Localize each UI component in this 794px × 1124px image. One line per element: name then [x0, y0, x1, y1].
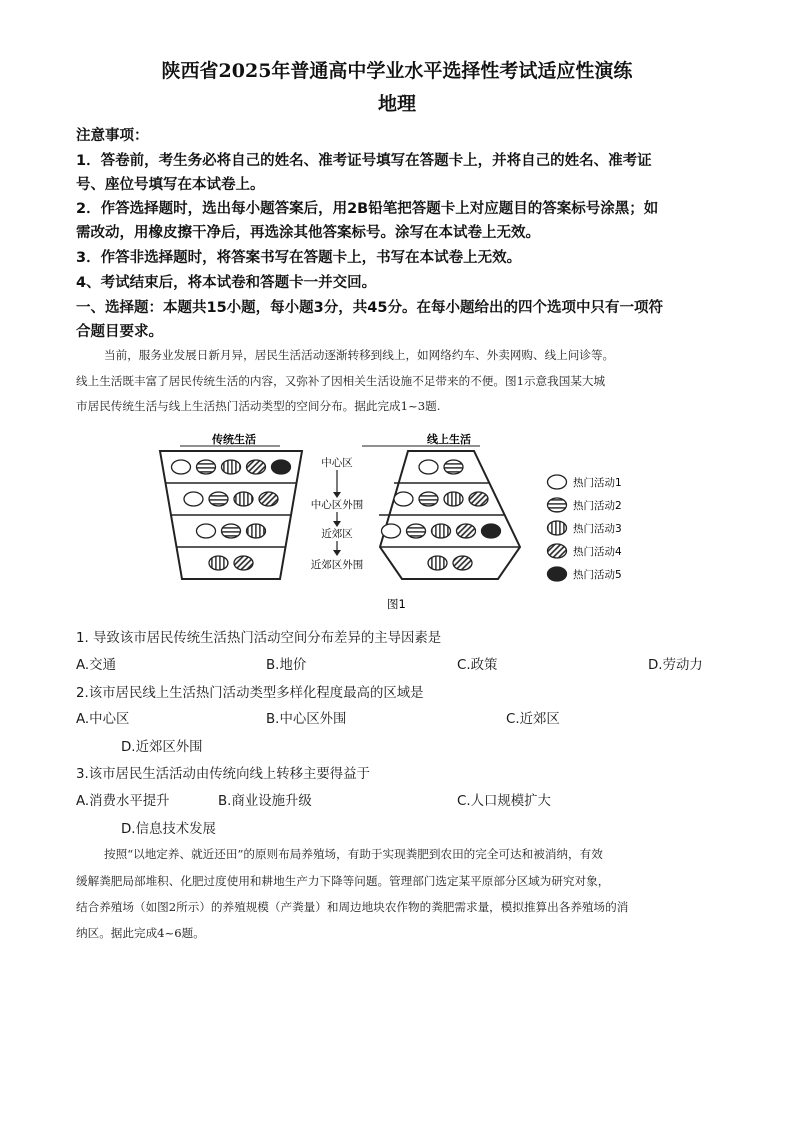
option-d: D.劳动力 — [648, 658, 703, 673]
left-title: 传统生活 — [212, 433, 256, 446]
traditional-activity-3 — [209, 556, 228, 570]
online-activity-2 — [444, 460, 463, 474]
legend-swatch — [548, 521, 567, 535]
online-activity-1 — [382, 524, 401, 538]
online-activity-2 — [419, 492, 438, 506]
zone-label: 近郊区外围 — [310, 559, 364, 571]
legend-label: 热门活动4 — [573, 546, 622, 558]
online-activity-5 — [482, 524, 501, 538]
traditional-activity-4 — [247, 460, 266, 474]
figure-1 — [150, 426, 710, 616]
zone-label: 近郊区 — [321, 528, 353, 540]
online-activity-3 — [428, 556, 447, 570]
notice-line: 需改动，用橡皮擦干净后，再选涂其他答案标号。涂写在本试卷上无效。 — [76, 225, 540, 241]
option-a: A.消费水平提升 — [76, 794, 170, 809]
legend-swatch — [548, 567, 567, 581]
online-activity-1 — [419, 460, 438, 474]
question-stem: 2.该市居民线上生活热门活动类型多样化程度最高的区域是 — [76, 686, 424, 701]
question-stem: 1. 导致该市居民传统生活热门活动空间分布差异的主导因素是 — [76, 631, 442, 646]
online-activity-4 — [457, 524, 476, 538]
figure-caption: 图1 — [387, 597, 406, 611]
traditional-activity-3 — [247, 524, 266, 538]
section-heading: 合题目要求。 — [76, 324, 163, 340]
traditional-life-diagram — [160, 432, 302, 579]
passage-line: 按照“以地定养、就近还田”的原则布局养殖场，有助于实现粪肥到农田的完全可达和被消纳，有效 — [104, 847, 603, 861]
passage-line: 当前，服务业发展日新月异，居民生活活动逐渐转移到线上，如网络约车、外卖网购、线上问诊等。 — [104, 348, 615, 362]
option-b: B.商业设施升级 — [218, 794, 312, 809]
legend — [548, 475, 622, 581]
zone-arrows — [311, 456, 364, 571]
subject-title: 地理 — [377, 93, 416, 115]
traditional-activity-2 — [222, 524, 241, 538]
option-d: D.信息技术发展 — [121, 822, 216, 837]
traditional-activity-4 — [259, 492, 278, 506]
exam-title: 陕西省2025年普通高中学业水平选择性考试适应性演练 — [161, 60, 633, 82]
option-c: C.近郊区 — [506, 712, 560, 727]
traditional-activity-1 — [197, 524, 216, 538]
legend-label: 热门活动5 — [573, 569, 622, 581]
online-activity-2 — [407, 524, 426, 538]
right-title: 线上生活 — [427, 433, 471, 446]
passage-line: 市居民传统生活与线上生活热门活动类型的空间分布。据此完成1~3题. — [76, 399, 441, 413]
traditional-activity-3 — [222, 460, 241, 474]
online-activity-1 — [394, 492, 413, 506]
passage-line: 缓解粪肥局部堆积、化肥过度使用和耕地生产力下降等问题。管理部门选定某平原部分区域为研究对象， — [76, 874, 610, 888]
passage-line: 结合养殖场（如图2所示）的养殖规模（产粪量）和周边地块农作物的粪肥需求量，模拟推算出各养殖场的消 — [76, 900, 629, 914]
legend-swatch — [548, 475, 567, 489]
online-activity-4 — [469, 492, 488, 506]
zone-label: 中心区 — [321, 457, 353, 469]
traditional-activity-3 — [234, 492, 253, 506]
traditional-activity-5 — [272, 460, 291, 474]
traditional-activity-4 — [234, 556, 253, 570]
notice-line: 4、考试结束后，将本试卷和答题卡一并交回。 — [76, 275, 377, 291]
question-stem: 3.该市居民生活活动由传统向线上转移主要得益于 — [76, 767, 370, 782]
passage-line: 纳区。据此完成4~6题。 — [76, 926, 205, 940]
legend-swatch — [548, 544, 567, 558]
online-activity-3 — [444, 492, 463, 506]
zone-label: 中心区外围 — [310, 499, 364, 511]
notice-line: 号、座位号填写在本试卷上。 — [76, 177, 265, 193]
online-life-diagram — [362, 432, 520, 579]
option-a: A.交通 — [76, 658, 116, 673]
option-b: B.地价 — [266, 658, 307, 673]
traditional-activity-1 — [172, 460, 191, 474]
option-a: A.中心区 — [76, 712, 130, 727]
section-heading: 一、选择题：本题共15小题，每小题3分，共45分。在每小题给出的四个选项中只有一项符 — [76, 300, 663, 316]
online-activity-4 — [453, 556, 472, 570]
traditional-activity-2 — [197, 460, 216, 474]
option-c: C.人口规模扩大 — [457, 794, 551, 809]
traditional-activity-2 — [209, 492, 228, 506]
notice-line: 1．答卷前，考生务必将自己的姓名、准考证号填写在答题卡上，并将自己的姓名、准考证 — [76, 153, 652, 169]
option-b: B.中心区外围 — [266, 712, 347, 727]
passage-line: 线上生活既丰富了居民传统生活的内容，又弥补了因相关生活设施不足带来的不便。图1示意我国某大城 — [76, 374, 606, 388]
legend-label: 热门活动3 — [573, 523, 622, 535]
notice-line: 3．作答非选择题时，将答案书写在答题卡上，书写在本试卷上无效。 — [76, 250, 522, 266]
legend-swatch — [548, 498, 567, 512]
online-activity-3 — [432, 524, 451, 538]
option-c: C.政策 — [457, 658, 498, 673]
legend-label: 热门活动1 — [573, 477, 622, 489]
notice-line: 2．作答选择题时，选出每小题答案后，用2B铅笔把答题卡上对应题目的答案标号涂黑；如 — [76, 201, 659, 217]
traditional-activity-1 — [184, 492, 203, 506]
legend-label: 热门活动2 — [573, 500, 622, 512]
notice-heading: 注意事项： — [76, 128, 149, 144]
option-d: D.近郊区外围 — [121, 740, 203, 755]
